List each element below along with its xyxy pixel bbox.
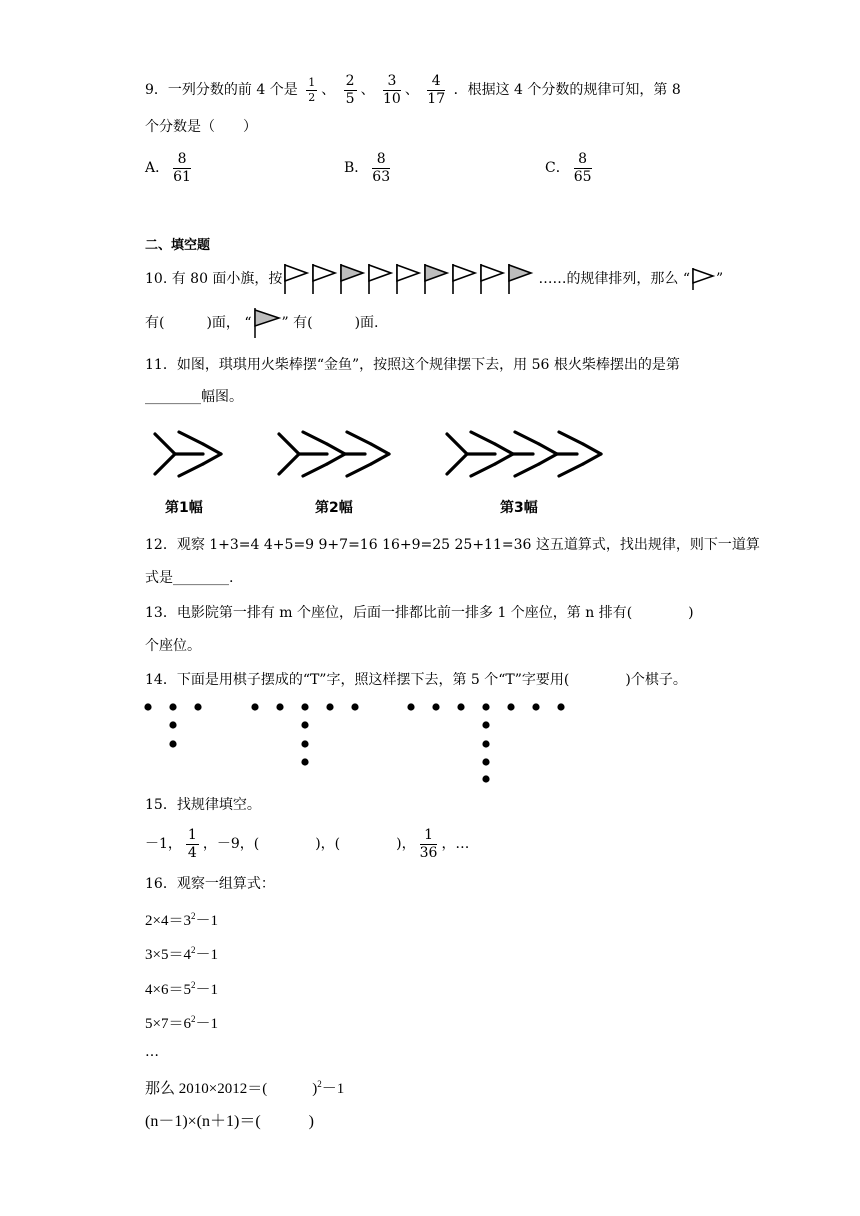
q16-equation-1: $2\times 4=3^2-1$ [145,911,218,929]
flag-white-icon [285,264,307,294]
matchstick-fish-figures [145,422,625,492]
q9-fraction-2: $\frac{2}{5}$ [345,72,355,107]
t-figure-1 [144,703,201,747]
flag-gray-icon [252,306,282,340]
q9-fraction-3: $\frac{3}{10}$ [383,72,401,107]
t-figure-3 [407,703,564,782]
flag-white-icon [453,264,475,294]
flag-white-icon [369,264,391,294]
q16-question-2: (n－1)×(n＋1)＝( ) [145,1113,314,1130]
q16-equation-3: $4\times 6=5^2-1$ [145,980,218,998]
q10-line1: 10. 有 80 面小旗，按 ……的规律排列，那么 “ ” [145,262,723,296]
q9-fraction-4: $\frac{4}{17}$ [427,72,446,107]
q9-line1: 9．一列分数的前 4 个是 $\frac{1}{2}$ 、 $\frac{2}{5}$ 、 $\frac{3}{10}$ 、 $\frac{4}{17}$ ．根据这 4 个分数的规律可知，第 8 [145,72,681,107]
t-figure-2 [251,703,358,765]
q14-line1: 14．下面是用棋子摆成的“T”字，照这样摆下去，第 5 个“T”字要用( )个棋子。 [145,672,687,688]
q11-line1: 11．如图，琪琪用火柴棒摆“金鱼”，按照这个规律摆下去，用 56 根火柴棒摆出的是第 [145,357,680,373]
q9-option-a: A． $\frac{8}{61}$ [145,150,191,185]
q9-option-b: B． $\frac{8}{63}$ [344,150,391,185]
figure-label-1: 第1幅 [165,500,203,516]
q16-ellipsis: … [145,1044,159,1060]
q15-fraction-1: $\frac{1}{4}$ [187,826,197,861]
flag-white-icon [313,264,335,294]
t-shape-chess-pieces [140,700,570,784]
q9-fraction-1: $\frac{1}{2}$ [308,75,316,104]
section-heading: 二、填空题 [145,238,211,253]
q9-line2: 个分数是（ ） [145,119,257,135]
figure-label-2: 第2幅 [315,500,353,516]
q15-line2: －1， $\frac{1}{4}$ ，－9，( )，( )， $\frac{1}{36}$ ，… [145,826,470,861]
flag-row-icon [282,262,538,296]
q15-fraction-2: $\frac{1}{36}$ [419,826,438,861]
q13-line2: 个座位。 [145,638,201,654]
flag-white-icon [397,264,419,294]
flag-gray-icon [425,264,447,294]
q13-line1: 13．电影院第一排有 m 个座位，后面一排都比前一排多 1 个座位，第 n 排有( ) [145,605,694,621]
flag-white-icon [481,264,503,294]
q15-line1: 15．找规律填空。 [145,797,261,813]
flag-gray-icon [509,264,531,294]
q16-equation-4: $5\times 7=6^2-1$ [145,1014,218,1032]
q11-line2: ________幅图。 [145,389,243,405]
fish-figure-1 [155,432,221,476]
figure-label-3: 第3幅 [500,500,538,516]
q9-option-c: C． $\frac{8}{65}$ [545,150,592,185]
flag-white-icon [690,266,716,292]
q12-line1: 12．观察 1+3=4 4+5=9 9+7=16 16+9=25 25+11=36 这五道算式，找出规律，则下一道算 [145,537,760,553]
q16-line1: 16．观察一组算式： [145,876,275,892]
q16-question-1: 那么 2010×2012＝( )$^2$－1 [145,1079,345,1097]
q12-line2: 式是________. [145,570,234,586]
q10-line2: 有( )面， “ ” 有( )面. [145,306,379,340]
q16-equation-2: $3\times 5=4^2-1$ [145,945,218,963]
flag-gray-icon [341,264,363,294]
fish-figure-2 [279,432,389,476]
fish-figure-3 [447,432,601,476]
